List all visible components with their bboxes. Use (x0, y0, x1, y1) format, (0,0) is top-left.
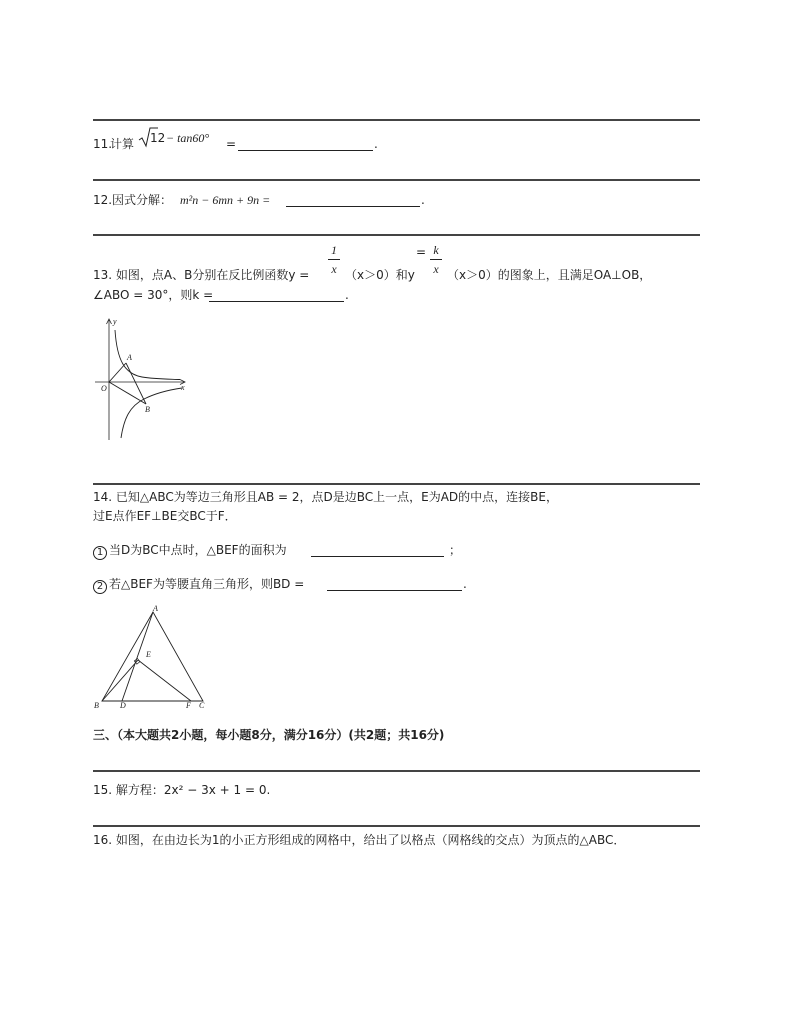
q13-line1-pre: 13. 如图，点A、B分别在反比例函数y = (93, 268, 310, 282)
divider-q16 (93, 825, 700, 827)
q13-end: . (345, 288, 349, 302)
q13-condition1: （x＞0）和y (345, 268, 415, 282)
q13-frac2-line (430, 259, 442, 260)
divider-q11 (93, 119, 700, 121)
q13-frac2-numerator: k (433, 243, 439, 257)
label-A: A (153, 604, 158, 613)
label-x: x (181, 383, 185, 392)
q13-eq2: = (416, 245, 427, 259)
divider-q15 (93, 770, 700, 772)
q13-frac1-line (328, 259, 340, 260)
q13-frac1-denominator: x (331, 262, 337, 276)
q11-number: 11. (93, 137, 113, 151)
question-15: 15. 解方程：2x² − 3x + 1 = 0. (93, 783, 271, 797)
label-F: F (186, 701, 191, 710)
segment-OA (109, 363, 126, 382)
q14-part1-text: 当D为BC中点时，△BEF的面积为 (109, 543, 287, 557)
q14-line1: 14. 已知△ABC为等边三角形且AB = 2，点D是边BC上一点，E为AD的中点，连接BE， (93, 490, 558, 504)
q11-radicand: 12 (150, 131, 166, 145)
label-o: O (101, 384, 107, 393)
q13-answer-blank[interactable] (209, 301, 344, 302)
divider-q13 (93, 234, 700, 236)
q14-part1 (93, 543, 287, 560)
q14-part1-end: ； (449, 543, 462, 557)
q14-part2-answer-blank[interactable] (327, 590, 462, 591)
label-b: B (145, 405, 150, 414)
label-E: E (146, 650, 151, 659)
q11-equals: = (226, 137, 237, 151)
q11-end: . (374, 137, 378, 151)
q11-label: 计算 (110, 137, 135, 151)
section-3-heading: 三、（本大题共2小题，每小题8分，满分16分）(共2题；共16分) (93, 728, 445, 742)
q14-line2: 过E点作EF⊥BE交BC于F． (93, 509, 237, 523)
label-C: C (199, 701, 205, 710)
q13-frac1-numerator: 1 (331, 243, 337, 257)
curve-upper (115, 330, 180, 380)
q13-condition2: （x＞0）的图象上，且满足OA⊥OB， (447, 268, 652, 282)
divider-q12 (93, 179, 700, 181)
label-D: D (120, 701, 126, 710)
q13-graph (92, 316, 192, 442)
label-B: B (94, 701, 99, 710)
label-a: A (127, 353, 132, 362)
q13-line2: ∠ABO = 30°，则k = (93, 288, 214, 302)
q14-part2-end: . (463, 577, 467, 591)
circled-two-icon: 2 (93, 580, 107, 594)
q14-part2 (93, 577, 304, 594)
q12-expression: m²n − 6mn + 9n = (180, 193, 271, 207)
q14-part2-text: 若△BEF为等腰直角三角形，则BD = (109, 577, 305, 591)
q14-part1-answer-blank[interactable] (311, 556, 444, 557)
q13-frac2-denominator: x (433, 262, 439, 276)
divider-q14 (93, 483, 700, 485)
q12-answer-blank[interactable] (286, 206, 420, 207)
segment-BE (102, 660, 138, 701)
curve-lower (121, 388, 182, 438)
q11-expression: − tan60° (166, 131, 210, 145)
circled-one-icon: 1 (93, 546, 107, 560)
q12-end: . (421, 193, 425, 207)
triangle-ABC (102, 612, 203, 701)
q14-triangle-figure (92, 604, 212, 710)
q11-answer-blank[interactable] (238, 150, 373, 151)
question-16: 16. 如图，在由边长为1的小正方形组成的网格中，给出了以格点（网格线的交点）为顶点的△ABC． (93, 833, 626, 847)
q12-label: 因式分解： (112, 193, 173, 207)
label-y: y (113, 317, 117, 326)
q12-number: 12. (93, 193, 113, 207)
